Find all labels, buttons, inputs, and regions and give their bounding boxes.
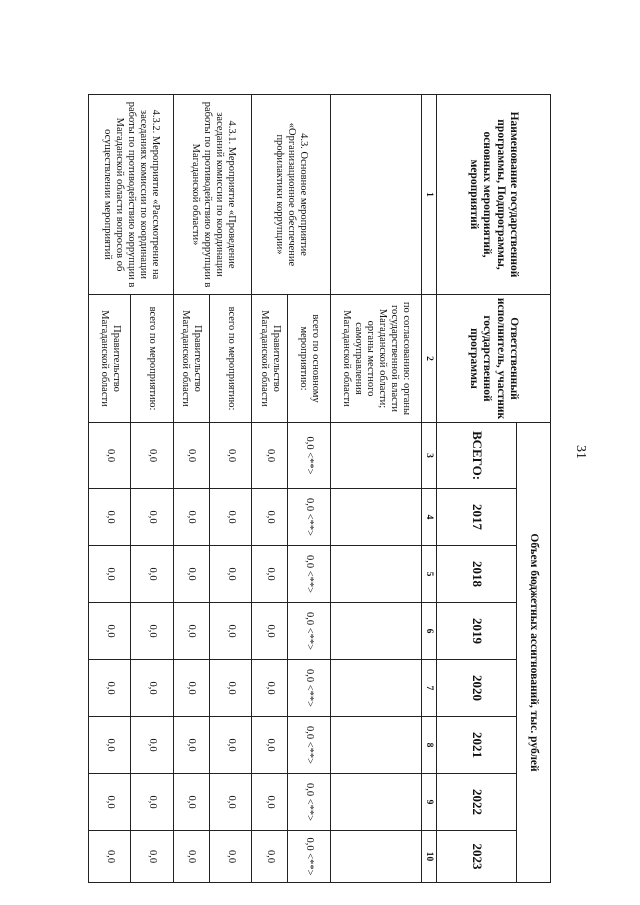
cell-value: 0,0 <**> [288,546,330,603]
year-2021: 2021 [437,717,517,774]
row-executor: Правительство Магаданской области [252,295,288,423]
cell-value [330,489,421,546]
cell-value: 0,0 [131,423,173,489]
row-name [330,95,421,295]
cell-value [330,831,421,883]
cell-value: 0,0 [173,489,209,546]
cell-value: 0,0 <**> [288,603,330,660]
cell-value: 0,0 [131,660,173,717]
cell-value: 0,0 [209,423,251,489]
row-name: 4.3.1. Мероприятие «Проведение заседаний комиссии по координации работы по противодействию коррупции в Магаданской области» [173,95,251,295]
header-budget: Объем бюджетных ассигнований, тыс. рублей [517,423,551,883]
year-2018: 2018 [437,546,517,603]
cell-value: 0,0 [131,603,173,660]
row-executor: по согласованию: органы государственной власти Магаданской области; органы местного самоуправления Магаданской области [330,295,421,423]
cell-value: 0,0 [252,423,288,489]
cell-value [330,603,421,660]
year-2022: 2022 [437,774,517,831]
cell-value: 0,0 <**> [288,660,330,717]
col-number: 4 [422,489,437,546]
col-number: 9 [422,774,437,831]
cell-value: 0,0 [89,774,131,831]
cell-value: 0,0 [252,774,288,831]
year-2017: 2017 [437,489,517,546]
cell-value: 0,0 [173,603,209,660]
col-number: 10 [422,831,437,883]
cell-value: 0,0 [209,717,251,774]
cell-value: 0,0 [173,717,209,774]
cell-value: 0,0 [252,660,288,717]
cell-value: 0,0 [131,774,173,831]
cell-value: 0,0 [131,489,173,546]
cell-value: 0,0 [252,489,288,546]
cell-value [330,774,421,831]
cell-value: 0,0 [173,660,209,717]
cell-value: 0,0 [173,831,209,883]
row-executor: всего по мероприятию: [209,295,251,423]
col-number: 6 [422,603,437,660]
cell-value: 0,0 [89,603,131,660]
cell-value: 0,0 [209,546,251,603]
cell-value: 0,0 <**> [288,489,330,546]
rotated-table-wrapper [88,94,551,882]
cell-value: 0,0 [89,717,131,774]
row-executor: всего по основному мероприятию: [288,295,330,423]
row-executor: Правительство Магаданской области [89,295,131,423]
cell-value [330,546,421,603]
cell-value: 0,0 [209,489,251,546]
cell-value: 0,0 [131,546,173,603]
cell-value: 0,0 [89,831,131,883]
cell-value: 0,0 [173,423,209,489]
cell-value: 0,0 <**> [288,774,330,831]
row-name: 4.3. Основное мероприятие «Организационное обеспечение профилактики коррупции» [252,95,330,295]
col-number: 5 [422,546,437,603]
cell-value: 0,0 <**> [288,831,330,883]
cell-value: 0,0 [252,603,288,660]
cell-value: 0,0 [252,546,288,603]
cell-value: 0,0 [131,831,173,883]
cell-value: 0,0 [89,489,131,546]
col-number: 7 [422,660,437,717]
cell-value: 0,0 [209,774,251,831]
cell-value: 0,0 [252,831,288,883]
cell-value: 0,0 <**> [288,717,330,774]
cell-value [330,660,421,717]
cell-value [330,717,421,774]
year-2019: 2019 [437,603,517,660]
cell-value: 0,0 [89,546,131,603]
cell-value [330,423,421,489]
year-2020: 2020 [437,660,517,717]
row-executor: Правительство Магаданской области [173,295,209,423]
cell-value: 0,0 [209,603,251,660]
col-number: 2 [422,295,437,423]
col-number: 1 [422,95,437,295]
budget-table-sheet [88,94,551,882]
cell-value: 0,0 [89,660,131,717]
cell-value: 0,0 [209,831,251,883]
cell-value: 0,0 [209,660,251,717]
cell-value: 0,0 [173,774,209,831]
header-executor: Ответственный исполнитель, участник государственной программы [437,295,551,423]
year-total: ВСЕГО: [437,423,517,489]
cell-value: 0,0 <**> [288,423,330,489]
cell-value: 0,0 [252,717,288,774]
col-number: 8 [422,717,437,774]
page-number: 31 [573,445,588,459]
row-name: 4.3.2. Мероприятие «Рассмотрение на заседаниях комиссии по координации работы по противодействию коррупции в Магаданской области вопросов об осуществлении мероприятий [89,95,174,295]
header-name: Наименование государственной программы, Подпрограммы, основных мероприятий, мероприятий [437,95,551,295]
cell-value: 0,0 [131,717,173,774]
cell-value: 0,0 [89,423,131,489]
cell-value: 0,0 [173,546,209,603]
year-2023: 2023 [437,831,517,883]
budget-table [88,94,551,883]
col-number: 3 [422,423,437,489]
row-executor: всего по мероприятию: [131,295,173,423]
